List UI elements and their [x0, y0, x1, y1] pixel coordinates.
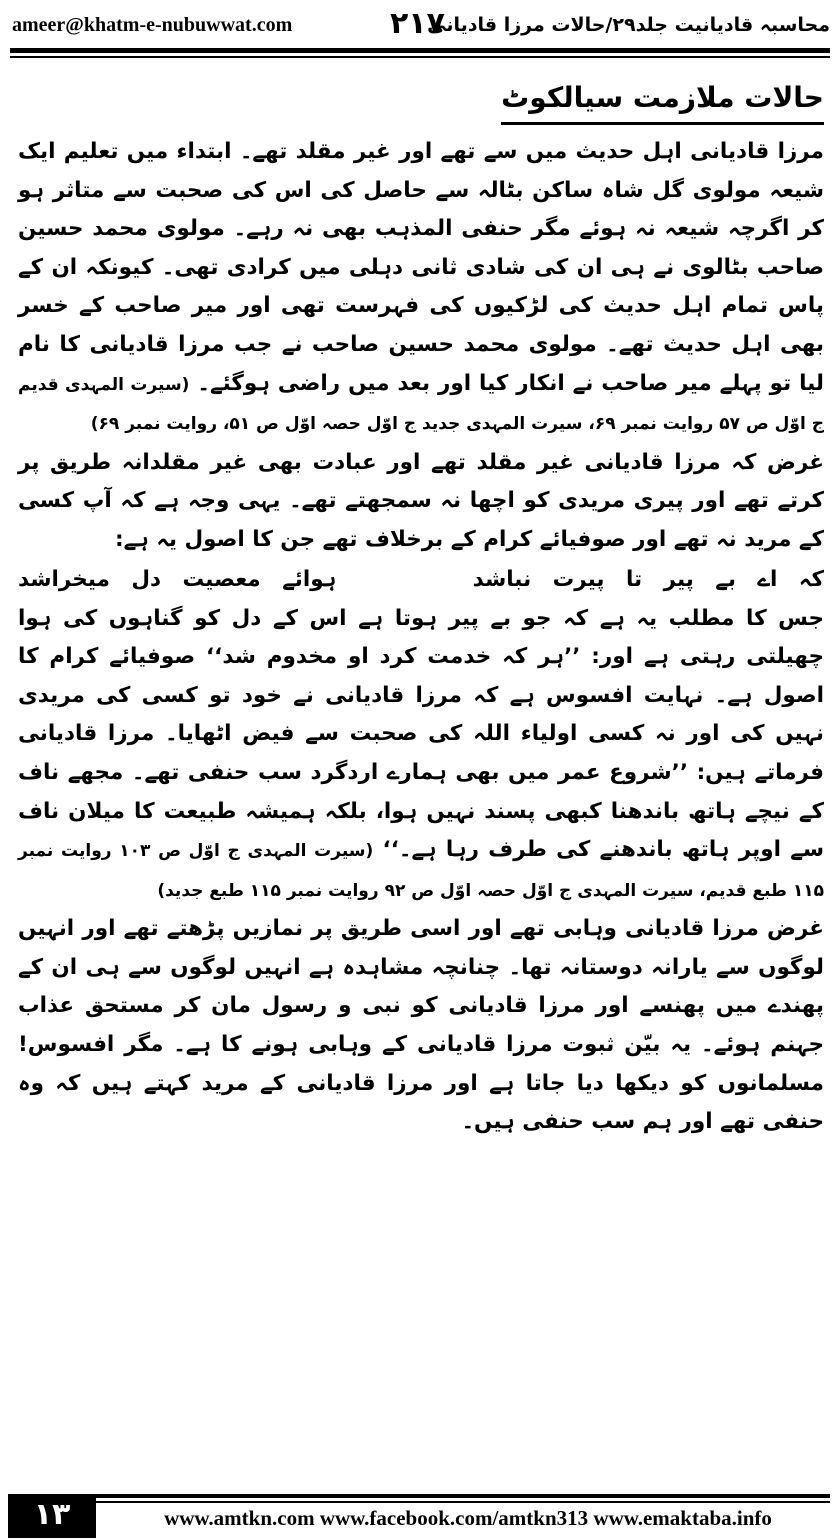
paragraph-1-citation: (سیرت المہدی قدیم ج اوّل ص ۵۷ روایت نمبر ۶۹، سیرت المہدی جدید ج اوّل حصہ اوّل ص ۵۱، روایت نمبر ۶۹) — [18, 374, 824, 435]
footer-page-number: ۱۳ — [33, 1497, 71, 1532]
header-page-number: ۲۱۷ — [390, 6, 445, 41]
paragraph-2-text: غرض کہ مرزا قادیانی غیر مقلد تھے اور عبادت بھی غیر مقلدانہ طریق پر کرتے تھے اور پیری مریدی کو اچھا نہ سمجھتے تھے۔ یہی وجہ ہے کہ آپ کسی کے مرید نہ تھے اور صوفیائے کرام کے برخلاف تھے جن کا اصول یہ ہے: — [18, 449, 824, 552]
footer-urls: www.amtkn.com www.facebook.com/amtkn313 www.emaktaba.info — [164, 1506, 772, 1530]
page-footer — [0, 1478, 840, 1540]
page-header — [12, 6, 830, 46]
paragraph-1 — [18, 133, 824, 444]
header-email: ameer@khatm-e-nubuwwat.com — [12, 14, 293, 36]
paragraph-4 — [18, 910, 824, 1142]
header-rule-thin — [10, 56, 830, 58]
heading-wrapper — [18, 64, 824, 133]
header-rule-thick — [10, 48, 830, 53]
verse-first-hemistich: کہ اے بے پیر تا پیرت نباشد — [472, 566, 824, 592]
paragraph-3 — [18, 600, 824, 911]
paragraph-3-citation: (سیرت المہدی ج اوّل ص ۱۰۳ روایت نمبر ۱۱۵ طبع قدیم، سیرت المہدی ج اوّل حصہ اوّل ص ۹۲ روایت نمبر ۱۱۵ طبع جدید) — [18, 841, 824, 901]
footer-rule-thick — [96, 1494, 830, 1498]
verse-second-hemistich: ہوائے معصیت دل میخراشد — [18, 566, 337, 592]
paragraph-1-text: مرزا قادیانی اہل حدیث میں سے تھے اور غیر مقلد تھے۔ ابتداء میں تعلیم ایک شیعہ مولوی گل شاہ ساکن بٹالہ سے حاصل کی اس کی صحبت سے متاثر ہو کر اگرچہ شیعہ نہ ہوئے مگر حنفی المذہب بھی نہ رہے۔ مولوی محمد حسین صاحب بٹالوی نے ہی ان کی شادی ثانی دہلی میں کرادی تھی۔ کیونکہ ان کے پاس تمام اہل حدیث کی لڑکیوں کی فہرست تھی اور میر صاحب کے خسر بھی اہل حدیث تھے۔ مولوی محمد حسین صاحب نے جب مرزا قادیانی کا نام لیا تو پہلے میر صاحب نے انکار کیا اور بعد میں راضی ہوگئے۔ — [18, 139, 825, 396]
paragraph-3-text: جس کا مطلب یہ ہے کہ جو بے پیر ہوتا ہے اس کے دل کو گناہوں کی ہوا چھیلتی رہتی ہے اور: ’’ہر کہ خدمت کرد او مخدوم شد‘‘ صوفیائے کرام کا اصول ہے۔ نہایت افسوس ہے کہ مرزا قادیانی نے خود تو کسی کی مریدی نہیں کی اور نہ کسی اولیاء اللہ کی صحبت سے فیض اٹھایا۔ مرزا قادیانی فرماتے ہیں: ’’شروع عمر میں بھی ہمارے اردگرد سب حنفی تھے۔ مجھے ناف کے نیچے ہاتھ باندھنا کبھی پسند نہیں ہوا، بلکہ ہمیشہ طبیعت کا میلان ناف سے اوپر ہاتھ باندھنے کی طرف رہا ہے۔‘‘ — [18, 605, 824, 863]
page-body — [18, 64, 824, 1470]
footer-page-number-box — [8, 1494, 96, 1538]
paragraph-2 — [18, 444, 824, 560]
header-running-title: محاسبہ قادیانیت جلد۲۹/حالات مرزا قادیانی — [427, 14, 830, 36]
paragraph-4-text: غرض مرزا قادیانی وہابی تھے اور اسی طریق پر نمازیں پڑھتے تھے اور انہیں لوگوں سے یارانہ دوستانہ تھا۔ چنانچہ مشاہدہ ہے انہیں لوگوں سے ہی ان کے پھندے میں پھنسے اور مرزا قادیانی کو نبی و رسول مان کر مستحق عذاب جہنم ہوئے۔ یہ بیّن ثبوت مرزا قادیانی کے وہابی ہونے کا ہے۔ مگر افسوس! مسلمانوں کو دیکھا دیا جاتا ہے اور مرزا قادیانی کے مرید کہتے ہیں کہ وہ حنفی تھے اور ہم سب حنفی ہیں۔ — [18, 916, 824, 1135]
section-heading: حالات ملازمت سیالکوٹ — [501, 76, 824, 125]
footer-rule-thin — [96, 1501, 830, 1503]
persian-verse — [18, 560, 824, 600]
